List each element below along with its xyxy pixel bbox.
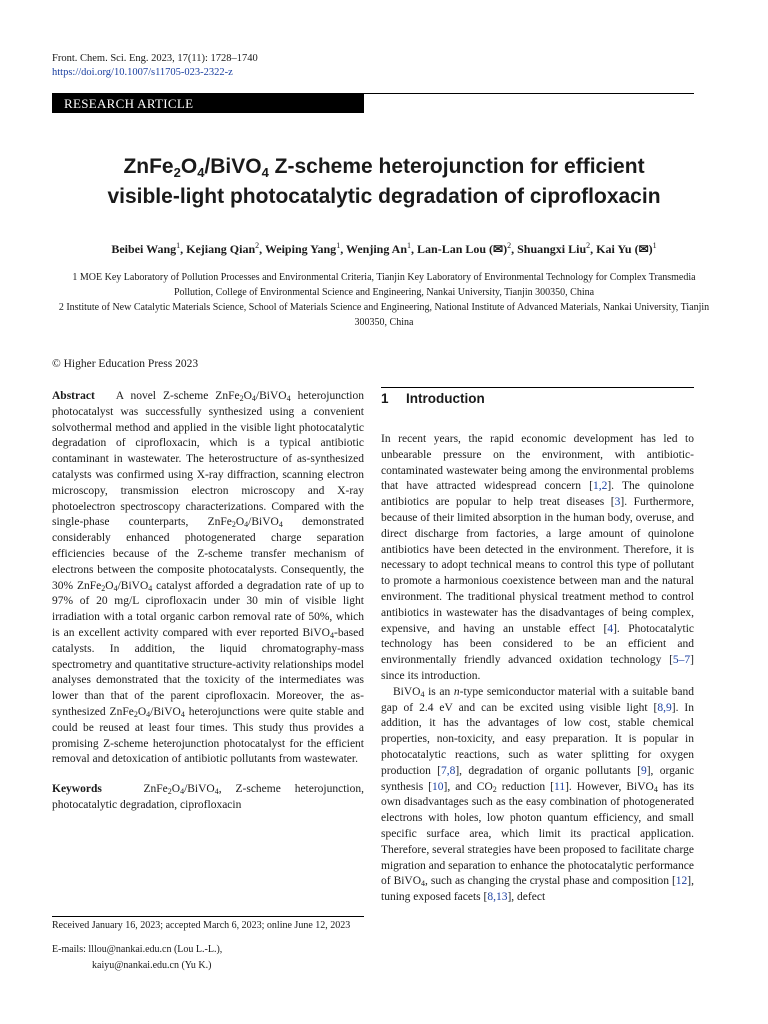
author: Weiping Yang$^1$ <box>264 241 341 256</box>
intro-paragraph-1: In recent years, the rapid economic development has led to unbearable pressure on the environment, with antibiotic-contaminated wastewater being among the environmental problems that have attracted widespread concern [1,2]. The quinolone antibiotics are popular to help treat diseases [3]. Furthermore, because of their limited absorption in the human body, overuse, and direct discharge from factories, a large amount of quinolone antibiotics have been detected in the environment. Therefore, it is necessary to adopt technical means to control this type of pollutant to promote a harmonious coexistence between man and the natural environment. The traditional physical treatment method to control antibiotics in wastewater has the disadvantages of being complex, expensive, and having an unstable effect [4]. Photocatalytic technology has been considered to be an efficient and environmentally friendly advanced oxidation technology [5–7] since its introduction. <box>381 433 695 682</box>
article-title <box>40 152 728 212</box>
citation-link[interactable]: 10 <box>432 780 444 793</box>
footnote-rule <box>52 916 364 917</box>
received-dates: Received January 16, 2023; accepted March 6, 2023; online June 12, 2023 <box>52 920 351 931</box>
affiliation-1: 1 MOE Key Laboratory of Pollution Processes and Environmental Criteria, Tianjin Key Laboratory of Environmental Technology for Complex Transmedia Pollution, College of Environmental Science and Engineering, Nankai University, Tianjin 300350, China <box>72 272 696 298</box>
email-line-1: E-mails: lllou@nankai.edu.cn (Lou L.-L.), <box>52 944 223 955</box>
title-line-2: visible-light photocatalytic degradation of ciprofloxacin <box>107 185 661 208</box>
citation-link[interactable]: 8,9 <box>657 701 672 714</box>
author: Beibei Wang$^1$ <box>111 241 181 256</box>
abstract-body: A novel Z-scheme $ZnFe_2O_4/BiVO_4$ heterojunction photocatalyst was successfully synthesized using a convenient solvothermal method and applied in the visible light photocatalytic degradation of ciprofloxacin, which is a typical antibiotic contaminant in wastewater. The heterostructure of as-synthesized catalysts was confirmed using X-ray diffraction, scanning electron microscopy, transmission electron microscopy and X-ray photoelectron spectroscopy characterizations. Compared with the single-phase counterparts, $ZnFe_2O_4/BiVO_4$ demonstrated considerably enhanced photogenerated charge separation efficiencies because of the Z-scheme transfer mechanism of electrons between the composite photocatalysts. Consequently, the 30% $ZnFe_2O_4/BiVO_4$ catalyst afforded a degradation rate of up to 97% of 20 mg/L ciprofloxacin under 30 min of visible light irradiation with a total organic carbon removal rate of 50%, which is an excellent activity compared with ever reported BiVO$_4$-based catalysts. In addition, the liquid chromatography-mass spectrometry and quantitative structure-activity relationships model analyses demonstrated that the toxicity of the intermediates was lower than that of the parent ciprofloxacin. Moreover, the as-synthesized $ZnFe_2O_4/BiVO_4$ heterojunctions were quite stable and could be reused at least four times. This study thus provides a promising Z-scheme heterojunction photocatalyst for the efficient removal and detoxication of antibiotic pollutants from wastewater. <box>52 390 364 766</box>
section-heading: 1 Introduction <box>381 391 485 406</box>
citation-link[interactable]: 5–7 <box>672 654 691 667</box>
abstract-label: Abstract <box>52 390 95 402</box>
intro-paragraph-2: BiVO$_4$ is an n-type semiconductor material with a suitable band gap of 2.4 eV and can be excited using visible light [8,9]. In addition, it has the advantages of low cost, stable chemical properties, non-toxicity, and easy preparation. It is popular in photocatalytic reactions, such as water splitting for oxygen production [7,8], degradation of organic pollutants [9], organic synthesis [10], and $CO_2$ reduction [11]. However, BiVO$_4$ has its own disadvantages such as the easy combination of photogenerated electrons with holes, low photon quantum efficiency, and small specific surface area, which limit its practical application. Therefore, several strategies have been proposed to facilitate charge migration and separation to enhance the photocatalytic performance of BiVO$_4$, such as changing the crystal phase and composition [12], tuning exposed facets [8,13], defect <box>381 685 695 904</box>
citation-link[interactable]: 1,2 <box>592 480 608 493</box>
journal-header <box>52 52 258 80</box>
author: Shuangxi Liu$^2$ <box>517 241 591 256</box>
title-line-1: $ZnFe_2O_4/BiVO_4$ Z-scheme heterojunction for efficient <box>123 155 645 180</box>
keywords-label: Keywords <box>52 783 102 796</box>
citation-link[interactable]: 8,13 <box>487 891 508 904</box>
author: Lan-Lan Lou (✉)$^2$ <box>417 241 512 256</box>
journal-citation: Front. Chem. Sci. Eng. 2023, 17(11): 1728–1740 <box>52 53 258 64</box>
introduction-body <box>381 432 694 906</box>
citation-link[interactable]: 7,8 <box>440 764 456 777</box>
doi-link[interactable]: https://doi.org/10.1007/s11705-023-2322-z <box>52 67 233 78</box>
citation-link[interactable]: 4 <box>607 622 614 635</box>
citation-link[interactable]: 12 <box>675 875 688 888</box>
affiliation-2: 2 Institute of New Catalytic Materials Science, School of Materials Science and Engineering, National Institute of Advanced Materials, Nankai University, Tianjin 300350, China <box>58 302 710 328</box>
email-line-2: kaiyu@nankai.edu.cn (Yu K.) <box>92 960 212 971</box>
author-list: Beibei Wang$^1$, Kejiang Qian$^2$, Weiping Yang$^1$, Wenjing An$^1$, Lan-Lan Lou (✉)$^2$, Shuangxi Liu$^2$, Kai Yu (✉)$^1$ <box>111 241 657 256</box>
abstract-section <box>52 389 364 814</box>
section-rule <box>381 387 694 388</box>
author: Wenjing An$^1$ <box>345 241 412 256</box>
citation-link[interactable]: 9 <box>640 764 647 777</box>
keywords: Keywords $ZnFe_2O_4/BiVO_4$, Z-scheme heterojunction, photocatalytic degradation, ciprofloxacin <box>52 783 364 811</box>
copyright-notice: © Higher Education Press 2023 <box>52 358 199 370</box>
author-emails <box>52 942 222 974</box>
citation-link[interactable]: 11 <box>554 780 566 793</box>
author: Kejiang Qian$^2$ <box>186 241 260 256</box>
citation-link[interactable]: 3 <box>614 496 621 509</box>
author: Kai Yu (✉)$^1$ <box>596 241 657 256</box>
article-type-banner: RESEARCH ARTICLE <box>52 94 364 113</box>
